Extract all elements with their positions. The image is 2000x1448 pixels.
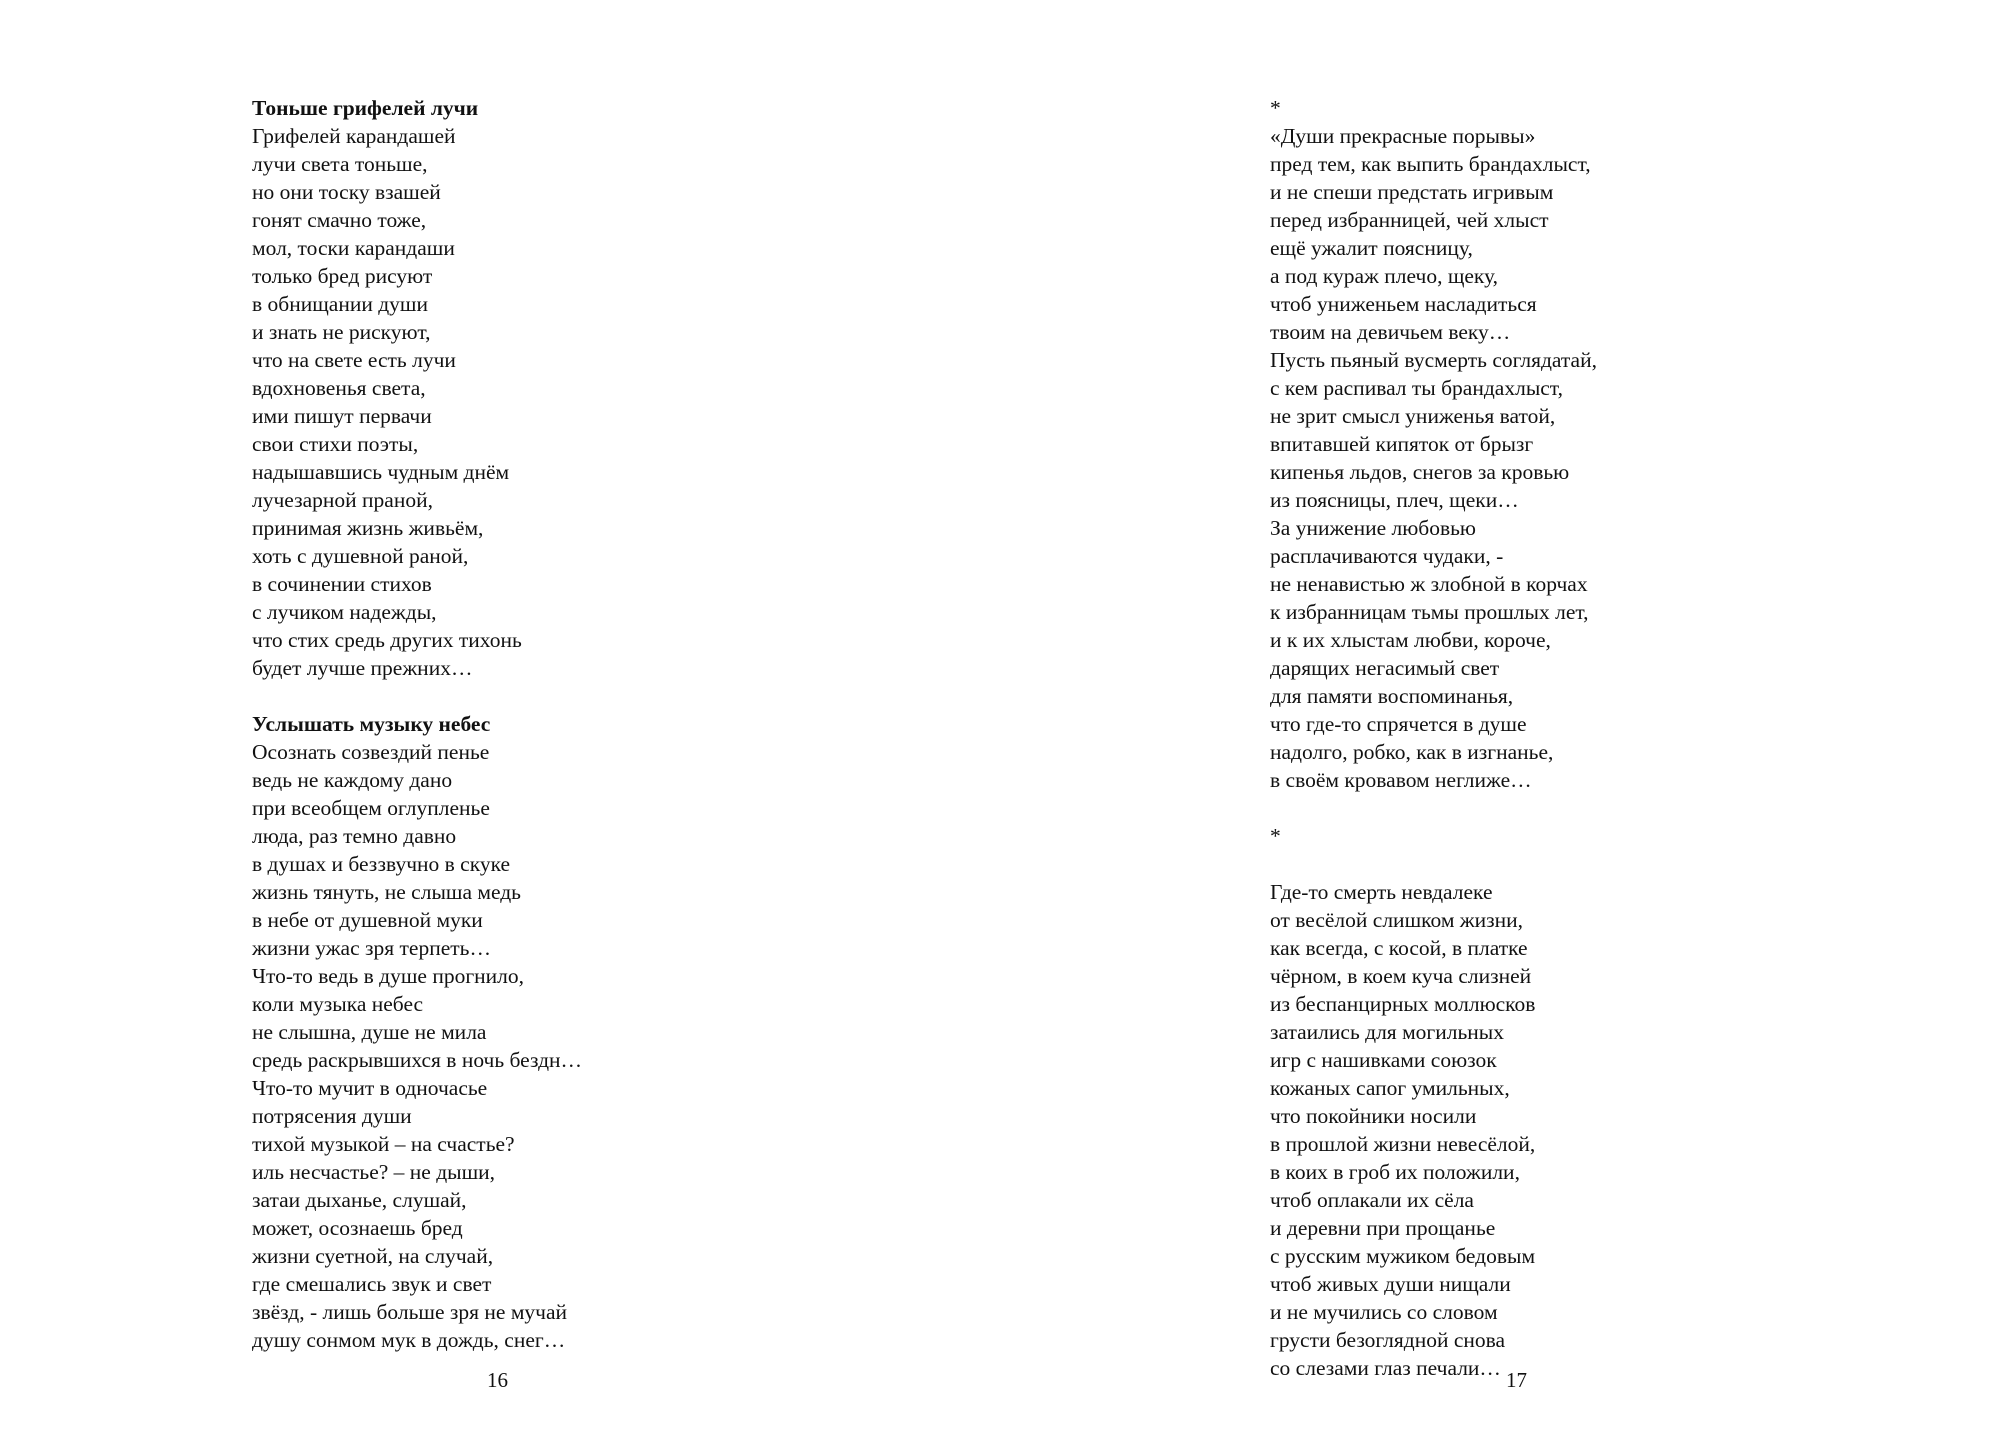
poem-line: затаи дыханье, слушай, bbox=[252, 1188, 467, 1212]
poem-line: и не мучились со словом bbox=[1270, 1300, 1498, 1324]
poem-line: при всеобщем оглупленье bbox=[252, 796, 490, 820]
poem-line: чтоб живых души нищали bbox=[1270, 1272, 1511, 1296]
poem-line: что где-то спрячется в душе bbox=[1270, 712, 1527, 736]
poem-line: и не спеши предстать игривым bbox=[1270, 180, 1554, 204]
poem-line: чтоб униженьем насладиться bbox=[1270, 292, 1537, 316]
poem-line: что на свете есть лучи bbox=[252, 348, 456, 372]
poem-line: иль несчастье? – не дыши, bbox=[252, 1160, 496, 1184]
stanza-gap bbox=[252, 682, 582, 710]
poem-line: игр с нашивками союзок bbox=[1270, 1048, 1497, 1072]
poem-line: из беспанцирных моллюсков bbox=[1270, 992, 1536, 1016]
poem-marker: * bbox=[1270, 96, 1281, 120]
left-page-text bbox=[252, 94, 582, 1354]
poem-line: кожаных сапог умильных, bbox=[1270, 1076, 1510, 1100]
poem-line: где смешались звук и свет bbox=[252, 1272, 492, 1296]
poem-line: чёрном, в коем куча слизней bbox=[1270, 964, 1532, 988]
poem-body bbox=[1270, 878, 1597, 1382]
poem-line: что покойники носили bbox=[1270, 1104, 1477, 1128]
poem-line: Что-то ведь в душе прогнило, bbox=[252, 964, 525, 988]
poem-body bbox=[1270, 122, 1597, 794]
poem-line: но они тоску взашей bbox=[252, 180, 441, 204]
poem-line: вдохновенья света, bbox=[252, 376, 426, 400]
page-number: 16 bbox=[487, 1368, 508, 1392]
poem-line: душу сонмом мук в дождь, снег… bbox=[252, 1328, 566, 1352]
right-page-text bbox=[1270, 94, 1597, 1382]
poem-line: как всегда, с косой, в платке bbox=[1270, 936, 1528, 960]
poem-line: только бред рисуют bbox=[252, 264, 433, 288]
poem-line: звёзд, - лишь больше зря не мучай bbox=[252, 1300, 568, 1324]
poem-line: чтоб оплакали их сёла bbox=[1270, 1188, 1474, 1212]
poem-title: Услышать музыку небес bbox=[252, 712, 491, 736]
poem-line: в небе от душевной муки bbox=[252, 908, 483, 932]
poem-line: свои стихи поэты, bbox=[252, 432, 419, 456]
poem-line: люда, раз темно давно bbox=[252, 824, 457, 848]
poem-line: не зрит смысл униженья ватой, bbox=[1270, 404, 1556, 428]
poem-line: в коих в гроб их положили, bbox=[1270, 1160, 1520, 1184]
poem-line: что стих средь других тихонь bbox=[252, 628, 522, 652]
poem-line: ими пишут первачи bbox=[252, 404, 432, 428]
poem-line: и деревни при прощанье bbox=[1270, 1216, 1496, 1240]
poem-line: лучи света тоньше, bbox=[252, 152, 428, 176]
poem-line: с русским мужиком бедовым bbox=[1270, 1244, 1536, 1268]
poem-line: к избранницам тьмы прошлых лет, bbox=[1270, 600, 1589, 624]
poem-line: может, осознаешь бред bbox=[252, 1216, 463, 1240]
poem-line: с лучиком надежды, bbox=[252, 600, 437, 624]
poem-line: жизни суетной, на случай, bbox=[252, 1244, 494, 1268]
poem-title: Тоньше грифелей лучи bbox=[252, 96, 479, 120]
poem-line: кипенья льдов, снегов за кровью bbox=[1270, 460, 1570, 484]
poem-line: надышавшись чудным днём bbox=[252, 460, 510, 484]
poem-line: не слышна, душе не мила bbox=[252, 1020, 487, 1044]
poem-line: хоть с душевной раной, bbox=[252, 544, 469, 568]
poem-body bbox=[252, 738, 582, 1354]
poem-line: ведь не каждому дано bbox=[252, 768, 453, 792]
right-page bbox=[1000, 0, 2000, 1448]
poem-line: Пусть пьяный вусмерть соглядатай, bbox=[1270, 348, 1597, 372]
poem-line: для памяти воспоминанья, bbox=[1270, 684, 1514, 708]
poem-line: гонят смачно тоже, bbox=[252, 208, 427, 232]
poem-line: лучезарной праной, bbox=[252, 488, 433, 512]
poem-line: будет лучше прежних… bbox=[252, 656, 473, 680]
poem-line: мол, тоски карандаши bbox=[252, 236, 455, 260]
poem-line: дарящих негасимый свет bbox=[1270, 656, 1500, 680]
poem-line: из поясницы, плеч, щеки… bbox=[1270, 488, 1519, 512]
poem-line: тихой музыкой – на счастье? bbox=[252, 1132, 515, 1156]
poem-line: Где-то смерть невдалеке bbox=[1270, 880, 1493, 904]
poem-line: принимая жизнь живьём, bbox=[252, 516, 484, 540]
poem-line: средь раскрывшихся в ночь бездн… bbox=[252, 1048, 583, 1072]
poem-line: от весёлой слишком жизни, bbox=[1270, 908, 1524, 932]
poem-line: пред тем, как выпить брандахлыст, bbox=[1270, 152, 1591, 176]
poem-line: со слезами глаз печали… bbox=[1270, 1356, 1501, 1380]
poem-line: Осознать созвездий пенье bbox=[252, 740, 490, 764]
stanza-gap bbox=[1270, 794, 1597, 822]
poem-line: в обнищании души bbox=[252, 292, 428, 316]
poem-line: Что-то мучит в одночасье bbox=[252, 1076, 488, 1100]
poem-line: твоим на девичьем веку… bbox=[1270, 320, 1511, 344]
poem-line: жизни ужас зря терпеть… bbox=[252, 936, 491, 960]
poem-line: жизнь тянуть, не слыша медь bbox=[252, 880, 521, 904]
page-number: 17 bbox=[1506, 1368, 1527, 1392]
poem-marker: * bbox=[1270, 824, 1281, 848]
poem-line: а под кураж плечо, щеку, bbox=[1270, 264, 1499, 288]
poem-line: ещё ужалит поясницу, bbox=[1270, 236, 1473, 260]
poem-line: в душах и беззвучно в скуке bbox=[252, 852, 511, 876]
poem-body bbox=[252, 122, 582, 682]
poem-line: За унижение любовью bbox=[1270, 516, 1476, 540]
poem-line: «Души прекрасные порывы» bbox=[1270, 124, 1536, 148]
poem-line: коли музыка небес bbox=[252, 992, 424, 1016]
poem-line: в прошлой жизни невесёлой, bbox=[1270, 1132, 1536, 1156]
poem-line: Грифелей карандашей bbox=[252, 124, 456, 148]
poem-line: потрясения души bbox=[252, 1104, 412, 1128]
poem-line: и к их хлыстам любви, короче, bbox=[1270, 628, 1551, 652]
poem-line: перед избранницей, чей хлыст bbox=[1270, 208, 1549, 232]
poem-line: надолго, робко, как в изгнанье, bbox=[1270, 740, 1554, 764]
poem-line: грусти безоглядной снова bbox=[1270, 1328, 1506, 1352]
poem-line: затаились для могильных bbox=[1270, 1020, 1504, 1044]
poem-line: в сочинении стихов bbox=[252, 572, 432, 596]
poem-line: расплачиваются чудаки, - bbox=[1270, 544, 1504, 568]
poem-line: и знать не рискуют, bbox=[252, 320, 431, 344]
poem-line: с кем распивал ты брандахлыст, bbox=[1270, 376, 1563, 400]
poem-line: в своём кровавом неглиже… bbox=[1270, 768, 1532, 792]
stanza-gap bbox=[1270, 850, 1597, 878]
poem-line: впитавшей кипяток от брызг bbox=[1270, 432, 1534, 456]
poem-line: не ненавистью ж злобной в корчах bbox=[1270, 572, 1588, 596]
